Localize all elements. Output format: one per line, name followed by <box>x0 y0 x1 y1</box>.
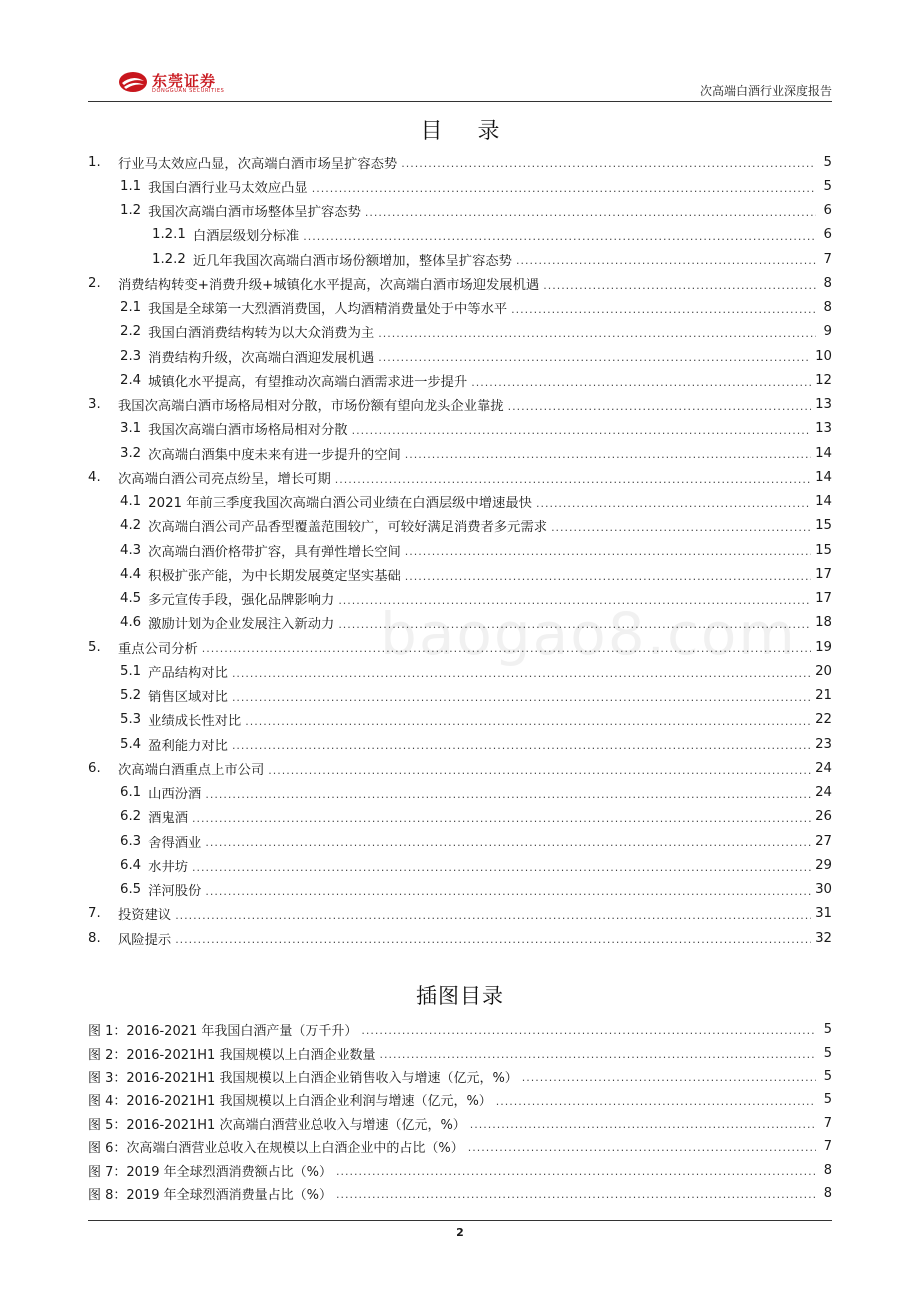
toc-entry-number: 2.2 <box>120 324 142 340</box>
toc-entry[interactable] <box>88 296 832 320</box>
toc-entry-page: 13 <box>815 421 832 437</box>
figure-list-heading: 插图目录 <box>416 984 504 1008</box>
table-of-contents <box>88 150 832 950</box>
figure-entry-title: 图 6：次高端白酒营业总收入在规模以上白酒企业中的占比（%） <box>88 1141 464 1157</box>
leader-dots <box>536 497 811 514</box>
toc-entry-title: 次高端白酒公司产品香型覆盖范围较广，可较好满足消费者多元需求 <box>148 520 548 536</box>
toc-entry[interactable] <box>88 853 832 877</box>
toc-entry-page: 14 <box>815 469 832 485</box>
leader-dots <box>336 1165 816 1182</box>
toc-entry[interactable] <box>88 562 832 586</box>
toc-entry-page: 22 <box>815 712 832 728</box>
figure-entry-page: 8 <box>823 1162 832 1178</box>
figure-entry[interactable] <box>88 1088 832 1111</box>
toc-entry-number: 2.1 <box>120 300 142 316</box>
toc-entry-page: 12 <box>815 372 832 388</box>
toc-entry-number: 6.4 <box>120 857 142 873</box>
leader-dots <box>175 933 811 950</box>
leader-dots <box>405 570 811 587</box>
toc-entry-number: 1.2.2 <box>152 251 186 267</box>
toc-entry-page: 5 <box>823 154 832 170</box>
toc-entry-page: 14 <box>815 494 832 510</box>
toc-entry-page: 31 <box>815 906 832 922</box>
toc-entry[interactable] <box>88 393 832 417</box>
toc-entry-title: 次高端白酒价格带扩容，具有弹性增长空间 <box>148 544 401 560</box>
leader-dots <box>522 1071 816 1088</box>
toc-entry-title: 我国白酒行业马太效应凸显 <box>148 180 308 196</box>
toc-entry-number: 4.4 <box>120 566 142 582</box>
leader-dots <box>508 400 811 417</box>
toc-entry-number: 5. <box>88 639 101 655</box>
toc-entry[interactable] <box>88 368 832 392</box>
leader-dots <box>205 788 811 805</box>
leader-dots <box>378 327 816 344</box>
toc-entry-page: 32 <box>815 930 832 946</box>
toc-entry-number: 5.3 <box>120 712 142 728</box>
logo-text-en: DONGGUAN SECURITIES <box>152 88 225 94</box>
toc-entry-number: 1.1 <box>120 178 142 194</box>
leader-dots <box>232 691 811 708</box>
leader-dots <box>245 715 811 732</box>
toc-entry[interactable] <box>88 878 832 902</box>
toc-entry-page: 5 <box>823 178 832 194</box>
leader-dots <box>511 303 816 320</box>
toc-entry-title: 白酒层级划分标准 <box>192 229 300 245</box>
toc-entry-title: 产品结构对比 <box>148 665 228 681</box>
toc-entry-page: 29 <box>815 857 832 873</box>
toc-entry-page: 21 <box>815 688 832 704</box>
toc-entry-title: 我国次高端白酒市场格局相对分散 <box>148 423 348 439</box>
toc-entry-title: 水井坊 <box>148 859 189 875</box>
leader-dots <box>232 739 811 756</box>
toc-entry[interactable] <box>88 247 832 271</box>
toc-entry[interactable] <box>88 829 832 853</box>
toc-entry-title: 舍得酒业 <box>148 835 202 851</box>
leader-dots <box>365 206 816 223</box>
leader-dots <box>268 764 811 781</box>
toc-entry-title: 多元宣传手段，强化品牌影响力 <box>148 593 335 609</box>
toc-entry[interactable] <box>88 174 832 198</box>
leader-dots <box>205 836 811 853</box>
toc-entry-number: 3. <box>88 397 101 413</box>
toc-entry-number: 5.2 <box>120 688 142 704</box>
toc-entry-page: 27 <box>815 833 832 849</box>
figure-entry-title: 图 1：2016-2021 年我国白酒产量（万千升） <box>88 1024 358 1040</box>
toc-heading: 目 录 <box>420 119 514 144</box>
figure-entry-page: 5 <box>823 1068 832 1084</box>
leader-dots <box>335 473 811 490</box>
figure-entry-page: 8 <box>823 1185 832 1201</box>
figure-entry-title: 图 8：2019 年全球烈酒消费量占比（%） <box>88 1187 332 1203</box>
leader-dots <box>312 182 816 199</box>
toc-entry-title: 风险提示 <box>118 932 172 948</box>
toc-entry[interactable] <box>88 465 832 489</box>
logo-mark-icon <box>118 70 148 94</box>
toc-entry-title: 近几年我国次高端白酒市场份额增加，整体呈扩容态势 <box>192 253 512 269</box>
toc-entry-page: 10 <box>815 348 832 364</box>
toc-entry-title: 重点公司分析 <box>118 641 198 657</box>
toc-entry-page: 30 <box>815 882 832 898</box>
toc-entry-page: 20 <box>815 663 832 679</box>
leader-dots <box>352 424 811 441</box>
toc-entry-page: 17 <box>815 566 832 582</box>
leader-dots <box>405 448 811 465</box>
toc-entry-title: 消费结构转变+消费升级+城镇化水平提高，次高端白酒市场迎发展机遇 <box>118 277 540 293</box>
toc-entry-number: 3.2 <box>120 445 142 461</box>
figure-entry-page: 5 <box>823 1022 832 1038</box>
figure-entry[interactable] <box>88 1112 832 1135</box>
toc-entry-title: 山西汾酒 <box>148 787 202 803</box>
toc-entry-number: 5.4 <box>120 736 142 752</box>
toc-entry-page: 8 <box>823 275 832 291</box>
leader-dots <box>470 1118 816 1135</box>
leader-dots <box>336 1188 816 1205</box>
toc-entry-number: 2. <box>88 275 101 291</box>
figure-entry-page: 5 <box>823 1045 832 1061</box>
toc-entry-number: 6.1 <box>120 785 142 801</box>
leader-dots <box>192 861 811 878</box>
footer-divider <box>88 1220 832 1221</box>
toc-entry[interactable] <box>88 708 832 732</box>
figure-entry-title: 图 7：2019 年全球烈酒消费额占比（%） <box>88 1164 332 1180</box>
toc-entry-number: 1. <box>88 154 101 170</box>
toc-entry-title: 投资建议 <box>118 908 172 924</box>
toc-entry-number: 5.1 <box>120 663 142 679</box>
toc-entry-page: 19 <box>815 639 832 655</box>
leader-dots <box>543 279 816 296</box>
toc-entry-title: 我国白酒消费结构转为以大众消费为主 <box>148 326 375 342</box>
figure-entry[interactable] <box>88 1065 832 1088</box>
toc-entry-title: 次高端白酒集中度未来有进一步提升的空间 <box>148 447 401 463</box>
toc-entry-title: 消费结构升级，次高端白酒迎发展机遇 <box>148 350 375 366</box>
toc-entry-page: 13 <box>815 397 832 413</box>
toc-entry[interactable] <box>88 902 832 926</box>
toc-entry-number: 3.1 <box>120 421 142 437</box>
figure-entry[interactable] <box>88 1041 832 1064</box>
toc-entry[interactable] <box>88 271 832 295</box>
toc-entry[interactable] <box>88 223 832 247</box>
toc-entry-title: 激励计划为企业发展注入新动力 <box>148 617 335 633</box>
toc-entry-page: 18 <box>815 615 832 631</box>
toc-entry-page: 8 <box>823 300 832 316</box>
watermark: baogao8.com <box>380 600 797 668</box>
toc-entry[interactable] <box>88 926 832 950</box>
toc-entry-number: 4.3 <box>120 542 142 558</box>
toc-entry[interactable] <box>88 150 832 174</box>
toc-entry[interactable] <box>88 320 832 344</box>
toc-entry-page: 14 <box>815 445 832 461</box>
toc-entry-title: 销售区域对比 <box>148 690 228 706</box>
leader-dots <box>401 157 816 174</box>
toc-entry[interactable] <box>88 490 832 514</box>
toc-entry[interactable] <box>88 344 832 368</box>
toc-entry[interactable] <box>88 781 832 805</box>
toc-entry-number: 4.5 <box>120 591 142 607</box>
leader-dots <box>468 1141 816 1158</box>
toc-entry-number: 1.2 <box>120 203 142 219</box>
toc-entry-number: 6.5 <box>120 882 142 898</box>
toc-entry-page: 6 <box>823 203 832 219</box>
toc-entry-title: 我国次高端白酒市场格局相对分散，市场份额有望向龙头企业靠拢 <box>118 399 504 415</box>
toc-entry-title: 2021 年前三季度我国次高端白酒公司业绩在白酒层级中增速最快 <box>148 496 532 512</box>
figure-entry-page: 5 <box>823 1092 832 1108</box>
toc-entry-title: 次高端白酒重点上市公司 <box>118 762 265 778</box>
figure-entry[interactable] <box>88 1135 832 1158</box>
toc-entry-number: 2.3 <box>120 348 142 364</box>
figure-entry-title: 图 5：2016-2021H1 次高端白酒营业总收入与增速（亿元，%） <box>88 1117 466 1133</box>
figure-entry[interactable] <box>88 1182 832 1205</box>
toc-entry[interactable] <box>88 684 832 708</box>
toc-entry-title: 业绩成长性对比 <box>148 714 242 730</box>
toc-entry-page: 17 <box>815 591 832 607</box>
leader-dots <box>405 545 811 562</box>
toc-entry[interactable] <box>88 199 832 223</box>
toc-entry[interactable] <box>88 732 832 756</box>
toc-entry[interactable] <box>88 514 832 538</box>
toc-entry-number: 7. <box>88 906 101 922</box>
leader-dots <box>205 885 811 902</box>
leader-dots <box>471 376 811 393</box>
header-divider <box>88 101 832 102</box>
figure-entry-title: 图 3：2016-2021H1 我国规模以上白酒企业销售收入与增速（亿元，%） <box>88 1070 518 1086</box>
toc-entry-number: 6.3 <box>120 833 142 849</box>
figure-entry-page: 7 <box>823 1139 832 1155</box>
toc-entry-number: 8. <box>88 930 101 946</box>
toc-entry-title: 我国次高端白酒市场整体呈扩容态势 <box>148 205 361 221</box>
leader-dots <box>496 1095 816 1112</box>
toc-entry-page: 7 <box>823 251 832 267</box>
toc-entry[interactable] <box>88 441 832 465</box>
leader-dots <box>192 812 811 829</box>
toc-entry[interactable] <box>88 756 832 780</box>
toc-entry-number: 1.2.1 <box>152 227 186 243</box>
toc-entry-number: 2.4 <box>120 372 142 388</box>
toc-entry-title: 盈利能力对比 <box>148 738 228 754</box>
toc-entry[interactable] <box>88 417 832 441</box>
leader-dots <box>175 909 811 926</box>
toc-entry-title: 城镇化水平提高，有望推动次高端白酒需求进一步提升 <box>148 374 468 390</box>
toc-entry-title: 洋河股份 <box>148 884 202 900</box>
toc-entry-number: 6. <box>88 760 101 776</box>
company-logo <box>118 68 268 98</box>
leader-dots <box>303 230 816 247</box>
toc-entry-page: 6 <box>823 227 832 243</box>
toc-entry-number: 4.2 <box>120 518 142 534</box>
toc-entry-page: 23 <box>815 736 832 752</box>
leader-dots <box>379 1048 816 1065</box>
toc-entry-page: 15 <box>815 542 832 558</box>
toc-entry-page: 24 <box>815 785 832 801</box>
figure-entry-title: 图 2：2016-2021H1 我国规模以上白酒企业数量 <box>88 1047 376 1063</box>
toc-entry-title: 酒鬼酒 <box>148 811 189 827</box>
leader-dots <box>516 254 816 271</box>
figure-entry[interactable] <box>88 1018 832 1041</box>
toc-entry-title: 行业马太效应凸显，次高端白酒市场呈扩容态势 <box>118 156 398 172</box>
figure-entry-page: 7 <box>823 1115 832 1131</box>
leader-dots <box>551 521 811 538</box>
toc-entry-title: 我国是全球第一大烈酒消费国，人均酒精消费量处于中等水平 <box>148 302 508 318</box>
toc-entry-page: 24 <box>815 760 832 776</box>
page-header <box>88 62 832 102</box>
toc-entry[interactable] <box>88 538 832 562</box>
toc-entry-number: 4. <box>88 469 101 485</box>
leader-dots <box>232 667 811 684</box>
toc-entry-number: 4.6 <box>120 615 142 631</box>
toc-entry-number: 4.1 <box>120 494 142 510</box>
toc-entry-page: 9 <box>823 324 832 340</box>
leader-dots <box>378 351 811 368</box>
toc-entry-title: 次高端白酒公司亮点纷呈，增长可期 <box>118 471 331 487</box>
figure-list <box>88 1018 832 1205</box>
figure-entry[interactable] <box>88 1158 832 1181</box>
report-title: 次高端白酒行业深度报告 <box>699 84 832 98</box>
toc-entry[interactable] <box>88 805 832 829</box>
figure-entry-title: 图 4：2016-2021H1 我国规模以上白酒企业利润与增速（亿元，%） <box>88 1094 492 1110</box>
toc-entry-page: 26 <box>815 809 832 825</box>
logo-text-cn: 东莞证券 <box>152 72 217 90</box>
leader-dots <box>361 1024 816 1041</box>
page-number: 2 <box>456 1226 464 1239</box>
toc-entry-title: 积极扩张产能，为中长期发展奠定坚实基础 <box>148 568 401 584</box>
toc-entry-page: 15 <box>815 518 832 534</box>
toc-entry-number: 6.2 <box>120 809 142 825</box>
